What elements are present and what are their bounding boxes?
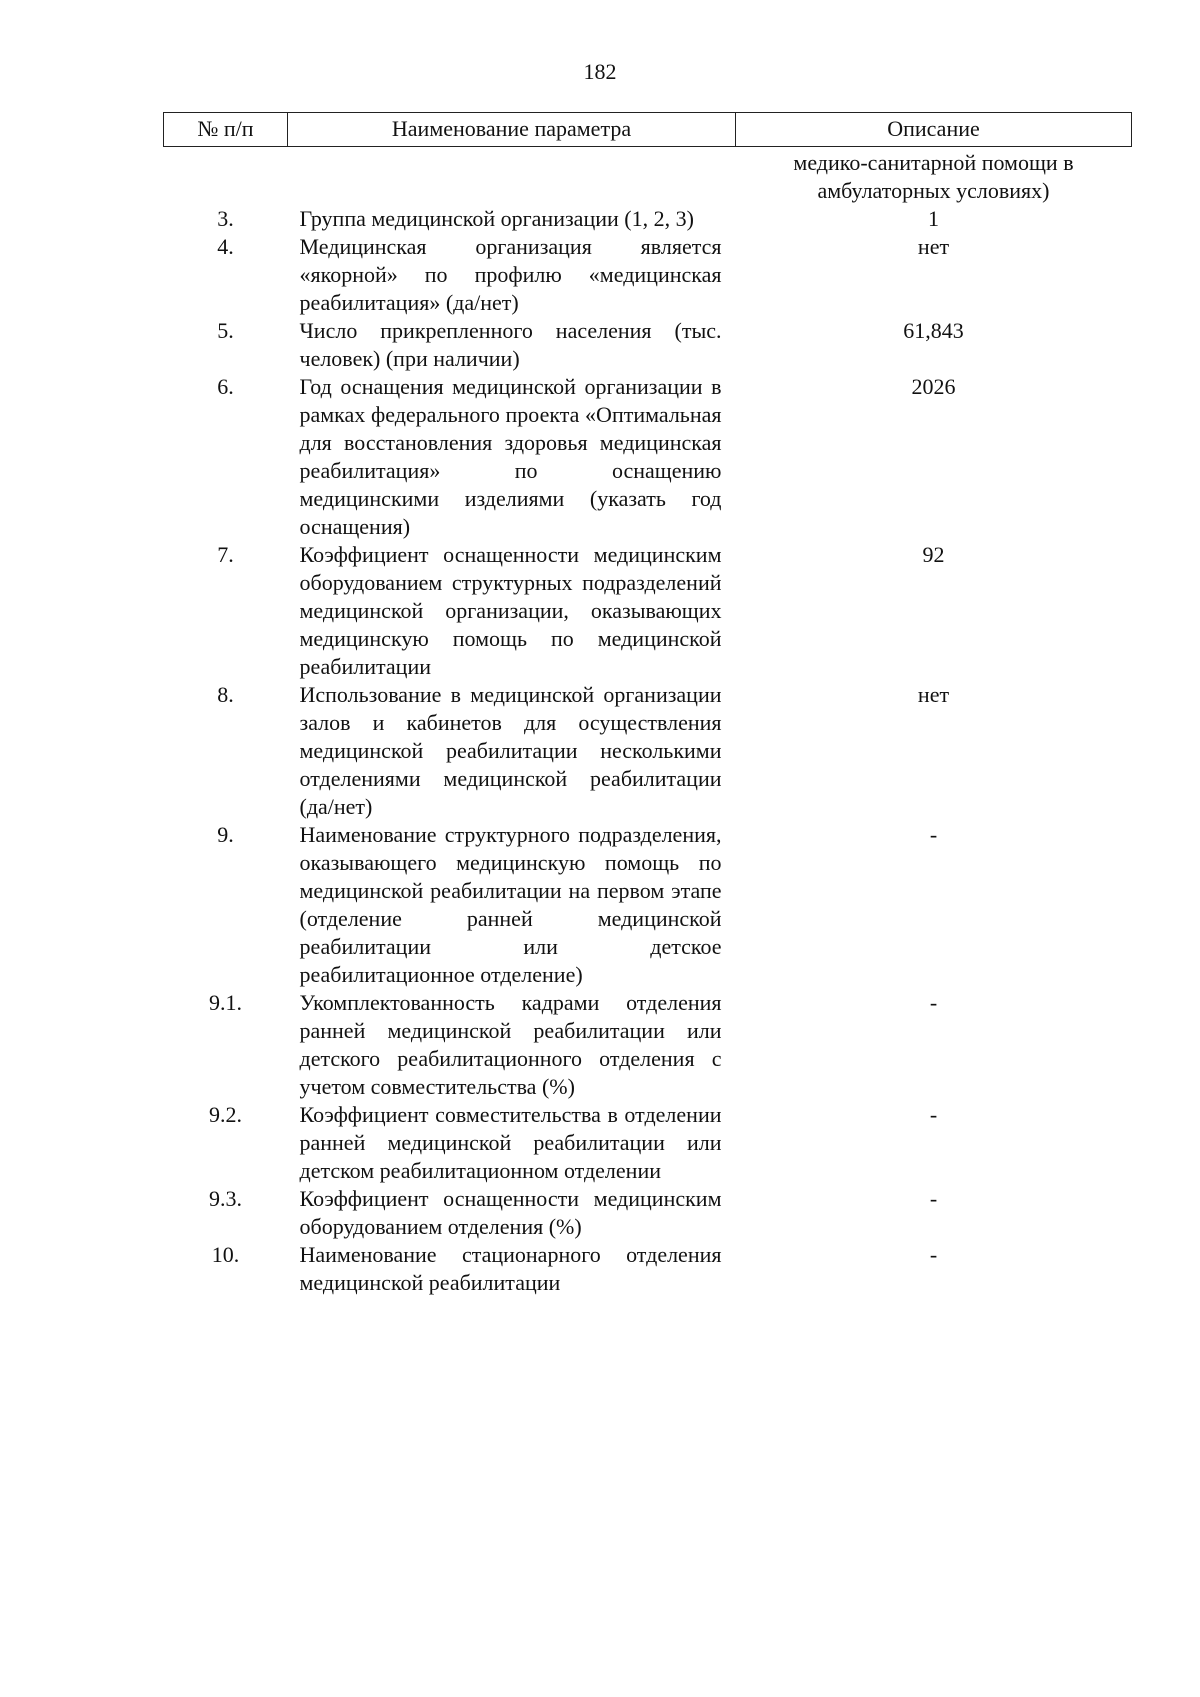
table-row <box>164 205 1132 233</box>
table-body <box>164 147 1132 1298</box>
row-parameter-name: Коэффициент оснащенности медицинским оборудованием отделения (%) <box>299 1186 722 1239</box>
row-number: 10. <box>211 1242 240 1267</box>
row-description: нет <box>917 234 950 259</box>
row-description: - <box>929 1242 938 1267</box>
table-row <box>164 681 1132 821</box>
row-number: 3. <box>217 206 234 231</box>
row-parameter-name: Коэффициент совместительства в отделении ранней медицинской реабилитации или детском реабилитационном отделении <box>299 1102 722 1183</box>
row-description: - <box>929 1186 938 1211</box>
row-description: - <box>929 990 938 1015</box>
row-parameter-name: Число прикрепленного населения (тыс. человек) (при наличии) <box>299 318 722 371</box>
row-number: 8. <box>217 682 234 707</box>
row-description: нет <box>917 682 950 707</box>
row-description: 2026 <box>911 374 956 399</box>
row-parameter-name: Использование в медицинской организации залов и кабинетов для осуществления медицинской реабилитации несколькими отделениями медицинской реабилитации (да/нет) <box>299 682 722 819</box>
row-parameter-name: Группа медицинской организации (1, 2, 3) <box>299 206 694 231</box>
row-description: 92 <box>922 542 945 567</box>
row-number: 4. <box>217 234 234 259</box>
row-parameter-name: Медицинская организация является «якорной» по профилю «медицинская реабилитация» (да/нет) <box>299 234 722 315</box>
row-number: 5. <box>217 318 234 343</box>
header-number: № п/п <box>164 113 288 147</box>
page-number: 182 <box>583 59 617 84</box>
continuation-row <box>164 147 1132 206</box>
row-parameter-name <box>288 147 736 206</box>
row-description: - <box>929 822 938 847</box>
table-row <box>164 233 1132 317</box>
row-parameter-name: Год оснащения медицинской организации в рамках федерального проекта «Оптимальная для восстановления здоровья медицинская реабилитация» по оснащению медицинскими изделиями (указать год оснащения) <box>299 374 722 539</box>
table-row <box>164 317 1132 373</box>
table-row <box>164 1241 1132 1297</box>
row-parameter-name: Наименование структурного подразделения, оказывающего медицинскую помощь по медицинской реабилитации на первом этапе (отделение ранней медицинской реабилитации или детское реабилитационное отделение) <box>299 822 722 987</box>
table-row <box>164 821 1132 989</box>
header-description: Описание <box>736 113 1132 147</box>
row-number: 7. <box>217 542 234 567</box>
parameters-table <box>163 112 1132 1297</box>
table-row <box>164 1101 1132 1185</box>
row-number: 6. <box>217 374 234 399</box>
row-description: медико-санитарной помощи в амбулаторных условиях) <box>793 150 1074 203</box>
row-description: 1 <box>928 206 939 231</box>
table-row <box>164 373 1132 541</box>
row-parameter-name: Укомплектованность кадрами отделения ранней медицинской реабилитации или детского реабилитационного отделения с учетом совместительства (%) <box>299 990 722 1099</box>
table-row <box>164 541 1132 681</box>
row-description: 61,843 <box>903 318 964 343</box>
row-parameter-name: Коэффициент оснащенности медицинским оборудованием структурных подразделений медицинской организации, оказывающих медицинскую помощь по медицинской реабилитации <box>299 542 722 679</box>
row-number: 9.3. <box>209 1186 242 1211</box>
table-row <box>164 1185 1132 1241</box>
row-number: 9.2. <box>209 1102 242 1127</box>
row-description: - <box>929 1102 938 1127</box>
table-row <box>164 989 1132 1101</box>
row-number: 9. <box>217 822 234 847</box>
header-parameter-name: Наименование параметра <box>288 113 736 147</box>
table-header-row <box>164 113 1132 147</box>
row-number: 9.1. <box>209 990 242 1015</box>
row-parameter-name: Наименование стационарного отделения медицинской реабилитации <box>299 1242 722 1295</box>
row-number <box>164 147 288 206</box>
